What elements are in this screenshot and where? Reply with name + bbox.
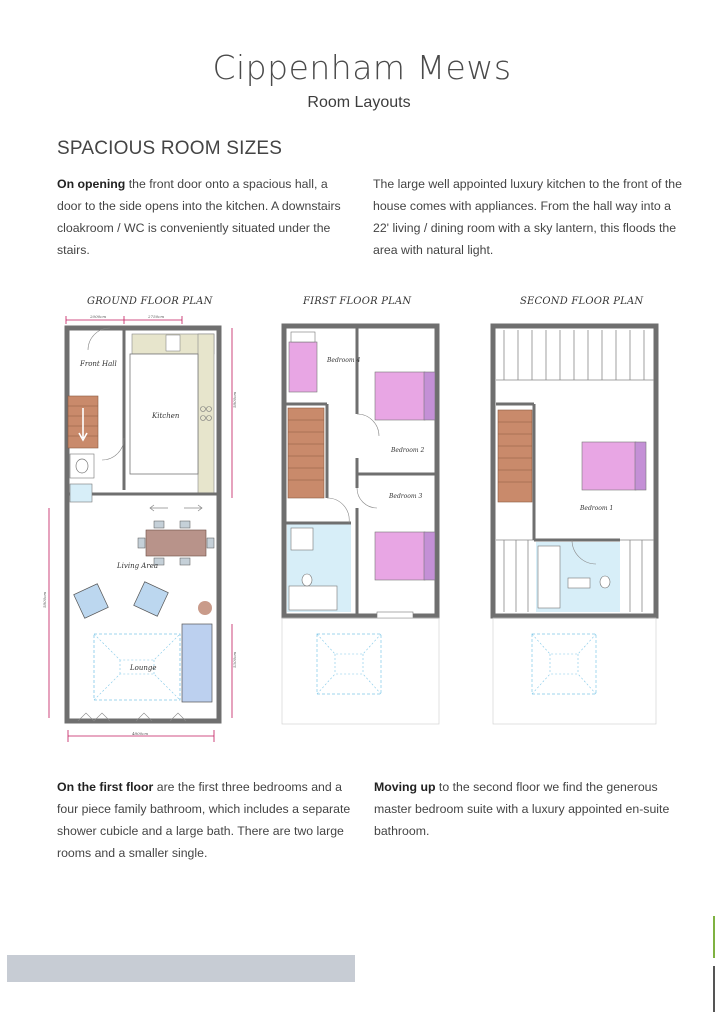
lounge-sofa bbox=[182, 624, 212, 702]
ground-room-label-living: Living Area bbox=[117, 562, 159, 570]
wc-toilet-icon bbox=[76, 459, 88, 473]
first-window bbox=[377, 612, 413, 618]
first-floor-plan-label: FIRST FLOOR PLAN bbox=[303, 296, 412, 307]
first-room-label-bedroom-4: Bedroom 4 bbox=[327, 357, 361, 364]
edge-mark-green bbox=[713, 916, 715, 958]
bedroom-1-pillows bbox=[635, 442, 646, 490]
dining-table bbox=[146, 530, 206, 556]
ground-dim-total-width: 4800cm bbox=[132, 731, 149, 736]
bedroom-2-pillows bbox=[424, 372, 435, 420]
section-heading: SPACIOUS ROOM SIZES bbox=[57, 138, 283, 159]
bath-icon bbox=[289, 586, 337, 610]
bedroom-3-door-swing bbox=[357, 488, 377, 508]
bottom-right-paragraph bbox=[374, 776, 680, 842]
ground-dim-depth-3: 5300cm bbox=[232, 651, 237, 668]
intro-left-text: the front door onto a spacious hall, a door to the side opens into the kitchen. A downstairs cloakroom / WC is conveniently situated under the stairs. bbox=[57, 177, 341, 257]
ground-dim-depth-2: 5800cm bbox=[42, 591, 47, 608]
bottom-left-lead: On the first floor bbox=[57, 780, 154, 794]
kitchen-door-swing bbox=[102, 438, 124, 460]
second-stairs bbox=[498, 410, 532, 502]
ground-room-label-kitchen: Kitchen bbox=[152, 412, 180, 420]
ground-dim-width-1: 2000cm bbox=[90, 314, 107, 319]
cloakroom-basin bbox=[70, 484, 92, 502]
first-toilet-icon bbox=[302, 574, 312, 586]
page-title: Cippenham Mews bbox=[212, 48, 512, 87]
dining-dimension-arrows bbox=[150, 505, 202, 511]
ground-room-label-lounge: Lounge bbox=[130, 664, 157, 672]
page-subtitle: Room Layouts bbox=[307, 94, 411, 111]
edge-mark-dark bbox=[713, 966, 715, 1012]
second-lantern-roof bbox=[532, 634, 596, 694]
first-floor-plan bbox=[277, 318, 445, 730]
bottom-left-text: are the first three bedrooms and a four piece family bathroom, which includes a separate shower cubicle and a large bath. There are two large rooms and a smaller single. bbox=[57, 780, 351, 860]
bathroom-door-swing bbox=[327, 498, 349, 523]
second-room-label-bedroom-1: Bedroom 1 bbox=[580, 505, 614, 512]
bedroom-3-bed bbox=[375, 532, 425, 580]
intro-right-paragraph bbox=[373, 173, 685, 261]
bottom-right-lead: Moving up bbox=[374, 780, 436, 794]
ground-floor-plan-label: GROUND FLOOR PLAN bbox=[87, 296, 213, 307]
bedroom-2-bed bbox=[375, 372, 425, 420]
first-room-label-bedroom-2: Bedroom 2 bbox=[391, 447, 425, 454]
en-suite-basin-icon bbox=[568, 578, 590, 588]
second-floor-plan bbox=[490, 318, 662, 730]
second-lantern-ridge bbox=[532, 634, 596, 694]
front-door-swing bbox=[88, 328, 110, 350]
second-floor-plan-label: SECOND FLOOR PLAN bbox=[520, 296, 644, 307]
eaves-hatching-top bbox=[496, 330, 654, 380]
bedroom-4-pillow bbox=[291, 332, 315, 342]
ground-dim-depth-1: 5800cm bbox=[232, 391, 237, 408]
ground-room-label-hall: Front Hall bbox=[80, 360, 117, 368]
first-roof-outline bbox=[282, 618, 439, 724]
armchair-left bbox=[74, 584, 109, 619]
intro-left-lead: On opening bbox=[57, 177, 126, 191]
bottom-right-text: to the second floor we find the generous master bedroom suite with a luxury appointed en-suite bathroom. bbox=[374, 780, 670, 838]
side-table bbox=[198, 601, 212, 615]
bedroom-1-bed bbox=[582, 442, 636, 490]
footer-bar bbox=[7, 955, 355, 982]
bedroom-4-bed bbox=[289, 342, 317, 392]
ground-floor-plan bbox=[40, 308, 240, 743]
bedroom-3-pillows bbox=[424, 532, 435, 580]
en-suite-toilet-icon bbox=[600, 576, 610, 588]
intro-right-text: The large well appointed luxury kitchen to the front of the house comes with appliances. From the hall way into a 22' living / dining room with a sky lantern, this floods the area with natural light. bbox=[373, 177, 682, 257]
first-lantern-roof bbox=[317, 634, 381, 694]
kitchen-sink-icon bbox=[166, 335, 180, 351]
ground-dim-width-2: 2750cm bbox=[148, 314, 165, 319]
first-room-label-bedroom-3: Bedroom 3 bbox=[389, 493, 423, 500]
intro-left-paragraph bbox=[57, 173, 353, 261]
first-lantern-ridge bbox=[317, 634, 381, 694]
armchair-right bbox=[134, 582, 169, 617]
en-suite-bath-icon bbox=[538, 546, 560, 608]
bottom-left-paragraph bbox=[57, 776, 359, 864]
kitchen-counter-side bbox=[198, 334, 214, 494]
shower-cubicle-icon bbox=[291, 528, 313, 550]
first-stairs bbox=[288, 408, 324, 498]
